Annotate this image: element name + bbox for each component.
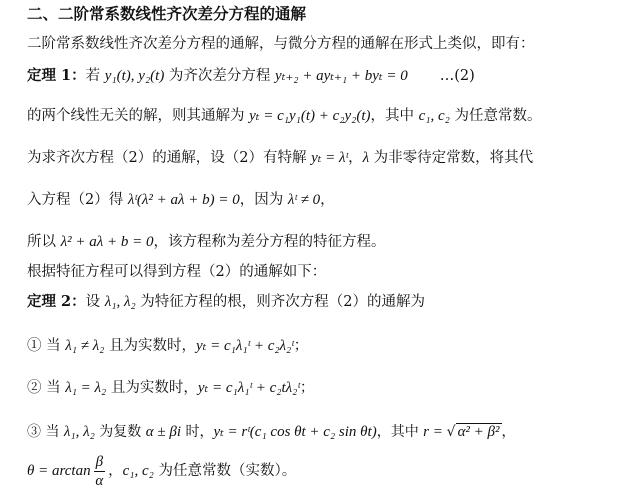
line3-text-a: 的两个线性无关的解，则其通解为 — [27, 108, 250, 124]
case-2 — [27, 378, 314, 398]
line3-text-c: 为任意常数。 — [449, 108, 542, 124]
line4-text-a: 为求齐次方程（2）的通解，设（2）有特解 — [27, 150, 312, 166]
line4-text-c: 为非零待定常数，将其代 — [369, 150, 534, 166]
case-3-text-b: 为复数 — [94, 424, 146, 440]
line6-text-a: 所以 — [27, 234, 61, 250]
case-2-solution: yₜ = c₁λ₁ᵗ + c₂tλ₂ᵗ — [197, 380, 300, 396]
theorem-2-label: 定理 2： — [27, 293, 86, 310]
theorem-1-equation: yₜ₊₂ + ayₜ₊₁ + byₜ = 0 — [275, 68, 408, 84]
sqrt-sign: √ — [446, 424, 456, 440]
characteristic-equation: λ² + aλ + b = 0 — [60, 234, 154, 250]
theta-line — [27, 452, 296, 490]
case-3-solution: yₜ = rᵗ(c₁ cos θt + c₂ sin θt) — [213, 424, 377, 440]
case-2-text-a: 当 — [41, 380, 66, 396]
last-consts: c₁, c₂ — [122, 463, 154, 479]
theorem-2-roots: λ₁, λ₂ — [104, 294, 136, 310]
theorem-1-text-b: 为齐次差分方程 — [164, 68, 276, 84]
case-3 — [27, 422, 516, 442]
substituted-equation: λᵗ(λ² + aλ + b) = 0 — [127, 192, 240, 208]
case-3-text-d: ，其中 — [376, 424, 424, 440]
line5-text-b: ，因为 — [239, 192, 288, 208]
section-title: 二、二阶常系数线性齐次差分方程的通解 — [27, 4, 307, 23]
case-2-marker: ② — [27, 380, 42, 396]
theorem-2-text-a: 设 — [85, 294, 105, 310]
case-3-marker: ③ — [27, 424, 41, 440]
theorem-2 — [27, 292, 425, 312]
case-2-condition: λ₁ = λ₂ — [65, 380, 107, 396]
line3-text-b: ，其中 — [370, 108, 419, 124]
case-1-end: ； — [293, 338, 309, 354]
case-3-end: ， — [501, 424, 516, 440]
case-3-text-a: 当 — [41, 424, 64, 440]
general-solution-line — [27, 106, 541, 126]
modulus-radicand: α² + β² — [457, 424, 500, 440]
theorem-1-text-a: 若 — [85, 68, 105, 84]
special-solution: yₜ = λᵗ — [311, 150, 349, 166]
derivation-intro: 根据特征方程可以得到方程（2）的通解如下： — [27, 264, 327, 280]
case-1-text-a: 当 — [41, 338, 66, 354]
special-solution-line — [27, 148, 533, 168]
last-text-a: ， — [108, 463, 123, 479]
case-3-complex: α ± βi — [145, 424, 181, 440]
last-text-b: 为任意常数（实数）。 — [153, 463, 297, 479]
theta-lhs: θ = arctan — [27, 463, 91, 479]
case-3-roots: λ₁, λ₂ — [63, 424, 95, 440]
theorem-1-funcs: y₁(t), y₂(t) — [104, 68, 165, 84]
case-1 — [27, 336, 308, 356]
case-1-condition: λ₁ ≠ λ₂ — [65, 338, 105, 354]
case-3-text-c: 时， — [181, 424, 214, 440]
nonzero-condition: λᵗ ≠ 0 — [287, 192, 321, 208]
line5-text-c: ， — [320, 192, 335, 208]
theorem-2-text-b: 为特征方程的根，则齐次方程（2）的通解为 — [135, 294, 426, 310]
theorem-1-label: 定理 1： — [27, 67, 86, 84]
substitution-line — [27, 190, 335, 210]
case-1-text-b: 且为实数时， — [104, 338, 196, 354]
fraction-numerator: β — [95, 453, 104, 470]
line5-text-a: 入方程（2）得 — [27, 192, 128, 208]
case-2-end: ； — [299, 380, 315, 396]
line6-text-b: ，该方程称为差分方程的特征方程。 — [153, 234, 386, 250]
theorem-1 — [27, 66, 475, 86]
lambda-symbol: λ — [362, 150, 370, 166]
general-solution: yₜ = c₁y₁(t) + c₂y₂(t) — [249, 108, 371, 124]
case-1-solution: yₜ = c₁λ₁ᵗ + c₂λ₂ᵗ — [195, 338, 294, 354]
modulus-lhs: r = — [423, 424, 447, 440]
fraction-denominator: α — [95, 472, 104, 489]
line3-consts: c₁, c₂ — [418, 108, 450, 124]
case-1-marker: ① — [27, 338, 42, 354]
case-2-text-b: 且为实数时， — [106, 380, 198, 396]
characteristic-equation-line — [27, 232, 385, 252]
theta-fraction — [94, 453, 105, 490]
intro-text: 二阶常系数线性齐次差分方程的通解，与微分方程的通解在形式上类似，即有： — [27, 36, 535, 52]
theorem-1-eq-number: …(2) — [439, 68, 475, 84]
line4-text-b: ， — [348, 150, 363, 166]
